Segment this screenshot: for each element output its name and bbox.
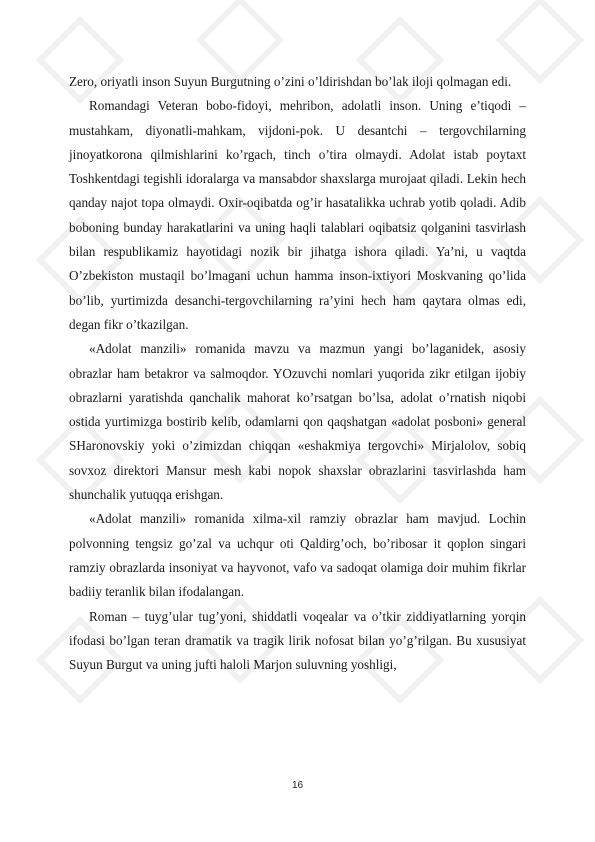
paragraph-5: Roman – tuyg’ular tug’yoni, shiddatli voqealar va o’tkir ziddiyatlarning yorqin ifodasi bo’lgan teran dramatik va tragik lirik nofosat bilan yo’g’rilgan. Bu xususiyat Suyun Burgut va uning jufti haloli Marjon suluvning yoshligi,: [69, 608, 526, 673]
paragraph-2: Romandagi Veteran bobo-fidoyi, mehribon, adolatli inson. Uning e’tiqodi – mustahkam, diyonatli-mahkam, vijdoni-pok. U desantchi – tergovchilarning jinoyatkorona qilmishlarini ko’rgach, tinch o’tira olmaydi. Adolat istab poytaxt Toshkentdagi tegishli idoralarga va mansabdor shaxslarga murojaat qiladi. Lekin hech qanday najot topa olmaydi. Oxir-oqibatda og’ir hasatalikka uchrab yotib qoladi. Adib boboning bunday harakatlarini va uning haqli talablari oqibatsiz qolganini tasvirlash bilan respublikamiz hayotidagi nozik bir jihatga ishora qiladi. Ya’ni, u vaqtda O’zbekiston mustaqil bo’lmagani uchun hamma inson-ixtiyori Moskvaning qo’lida bo’lib, yurtimizda desanchi-tergovchilarning ra’yini hech ham qaytara olmas edi, degan fikr o’tkazilgan.: [69, 98, 526, 332]
page-number: 16: [291, 780, 304, 791]
paragraph-1: Zero, oriyatli inson Suyun Burgutning o’zini o’ldirishdan bo’lak iloji qolmagan edi.: [69, 74, 512, 89]
paragraph-4: «Adolat manzili» romanida xilma-xil ramziy obrazlar ham mavjud. Lochin polvonning tengsiz go’zal va uchqur oti Qaldirg’och, bo’ribosar it qoplon singari ramziy obrazlarda insoniyat va hayvonot, vafo va sadoqat olamiga doir muhim fikrlar badiiy teranlik bilan ifodalangan.: [69, 511, 526, 600]
document-body: [69, 70, 526, 677]
paragraph-3: «Adolat manzili» romanida mavzu va mazmun yangi bo’laganidek, asosiy obrazlar ham betakror va salmoqdor. YOzuvchi nomlari yuqorida zikr etilgan ijobiy obrazlarni yaratishda qanchalik mahorat ko’rsatgan bo’lsa, adolat o’rnatish niqobi ostida yurtimizga bostirib kelib, odamlarni qon qaqshatgan «adolat posboni» general SHaronovskiy yoki o’zimizdan chiqqan «eshakmiya tergovchi» Mirjalolov, sobiq sovxoz direktori Mansur mesh kabi nopok shaxslar obrazlarini tasvirlashda ham shunchalik yutuqqa erishgan.: [69, 341, 526, 503]
